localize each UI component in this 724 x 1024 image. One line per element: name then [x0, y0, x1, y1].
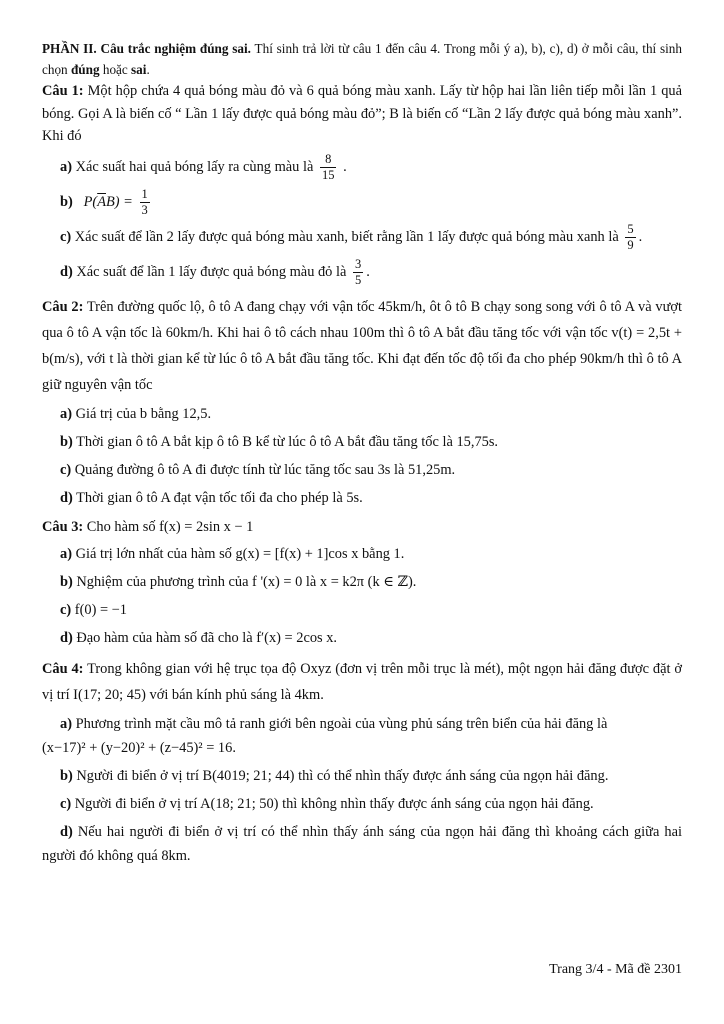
question-3: Câu 3: Cho hàm số f(x) = 2sin x − 1	[42, 518, 254, 535]
q4-option-c: c) Người đi biển ở vị trí A(18; 21; 50) thì không nhìn thấy được ánh sáng của ngọn hải đăng.	[60, 796, 594, 812]
q3-option-b: b) Nghiệm của phương trình của f '(x) = 0 là x = k2π (k ∈ ℤ).	[60, 574, 417, 590]
q2-option-d: d) Thời gian ô tô A đạt vận tốc tối đa cho phép là 5s.	[60, 489, 363, 506]
q3-option-a: a) Giá trị lớn nhất của hàm số g(x) = [f(x) + 1]cos x bằng 1.	[60, 546, 405, 562]
q1-option-a: a) Xác suất hai quả bóng lấy ra cùng màu là $\frac{8}{15}$ .	[60, 151, 347, 182]
q4-option-b: b) Người đi biển ở vị trí B(4019; 21; 44) thì có thể nhìn thấy được ánh sáng của ngọn hải đăng.	[60, 768, 609, 784]
q3-option-c: c) f(0) = −1	[60, 602, 127, 618]
page-footer: Trang 3/4 - Mã đề 2301	[549, 962, 682, 977]
question-1: Câu 1: Một hộp chứa 4 quả bóng màu đỏ và 6 quả bóng màu xanh. Lấy từ hộp hai lần liên tiếp mỗi lần 1 quả bóng. Gọi A là biến cố “ Lần 1 lấy được quả bóng màu đỏ”; B là biến cố “Lần 2 lấy được quả bóng màu xanh”. Khi đó	[42, 83, 682, 144]
q3-option-d: d) Đạo hàm của hàm số đã cho là f′(x) = 2cos x.	[60, 630, 338, 646]
fraction: $\frac{5}{9}$	[627, 221, 634, 252]
question-2: Câu 2: Trên đường quốc lộ, ô tô A đang chạy với vận tốc 45km/h, ôt ô tô B chạy song song với ô tô A và vượt qua ô tô A vận tốc là 60km/h. Khi hai ô tô cách nhau 100m thì ô tô A bắt đầu tăng tốc với vận tốc v(t) = 2,5t + b(m/s), với t là thời gian kể từ lúc ô tô A bắt đầu tăng tốc. Khi đạt đến tốc độ tối đa cho phép 90km/h thì ô tô A giữ nguyên vận tốc	[42, 298, 682, 393]
q2-option-c: c) Quảng đường ô tô A đi được tính từ lúc tăng tốc sau 3s là 51,25m.	[60, 461, 456, 478]
fraction: $\frac{8}{15}$	[321, 151, 335, 182]
fraction: $\frac{3}{5}$	[354, 256, 362, 287]
section-header: PHẦN II. Câu trắc nghiệm đúng sai. Thí sinh trả lời từ câu 1 đến câu 4. Trong mỗi ý a), b), c), d) ở mỗi câu, thí sinh chọn đúng hoặc sai.	[42, 41, 682, 77]
fraction: $\frac{1}{3}$	[141, 186, 148, 217]
q4-option-a: a) Phương trình mặt cầu mô tả ranh giới bên ngoài của vùng phủ sáng trên biển của hải đăng là (x−17)² + (y−20)² + (z−45)² = 16.	[42, 716, 608, 756]
q2-option-a: a) Giá trị của b bằng 12,5.	[60, 405, 212, 422]
q1-option-c: c) Xác suất để lần 2 lấy được quả bóng màu xanh, biết rằng lần 1 lấy được quả bóng màu xanh là $\frac{5}{9}$ .	[60, 221, 643, 252]
q1-option-b: b) $P(\overline{A}B)$ = $\frac{1}{3}$	[60, 186, 148, 217]
q4-option-d: d) Nếu hai người đi biển ở vị trí có thể nhìn thấy ánh sáng của ngọn hải đăng thì khoảng cách giữa hai người đó không quá 8km.	[42, 824, 682, 864]
q2-option-b: b) Thời gian ô tô A bắt kịp ô tô B kể từ lúc ô tô A bắt đầu tăng tốc là 15,75s.	[60, 433, 499, 450]
q1-option-d: d) Xác suất để lần 1 lấy được quả bóng màu đỏ là $\frac{3}{5}$ .	[60, 256, 370, 287]
question-4: Câu 4: Trong không gian với hệ trục tọa độ Oxyz (đơn vị trên mỗi trục là mét), một ngọn hải đăng được đặt ở vị trí I(17; 20; 45) với bán kính phủ sáng là 4km.	[42, 661, 682, 703]
section-title: PHẦN II. Câu trắc nghiệm đúng sai.	[42, 41, 251, 56]
exam-page	[42, 38, 682, 872]
